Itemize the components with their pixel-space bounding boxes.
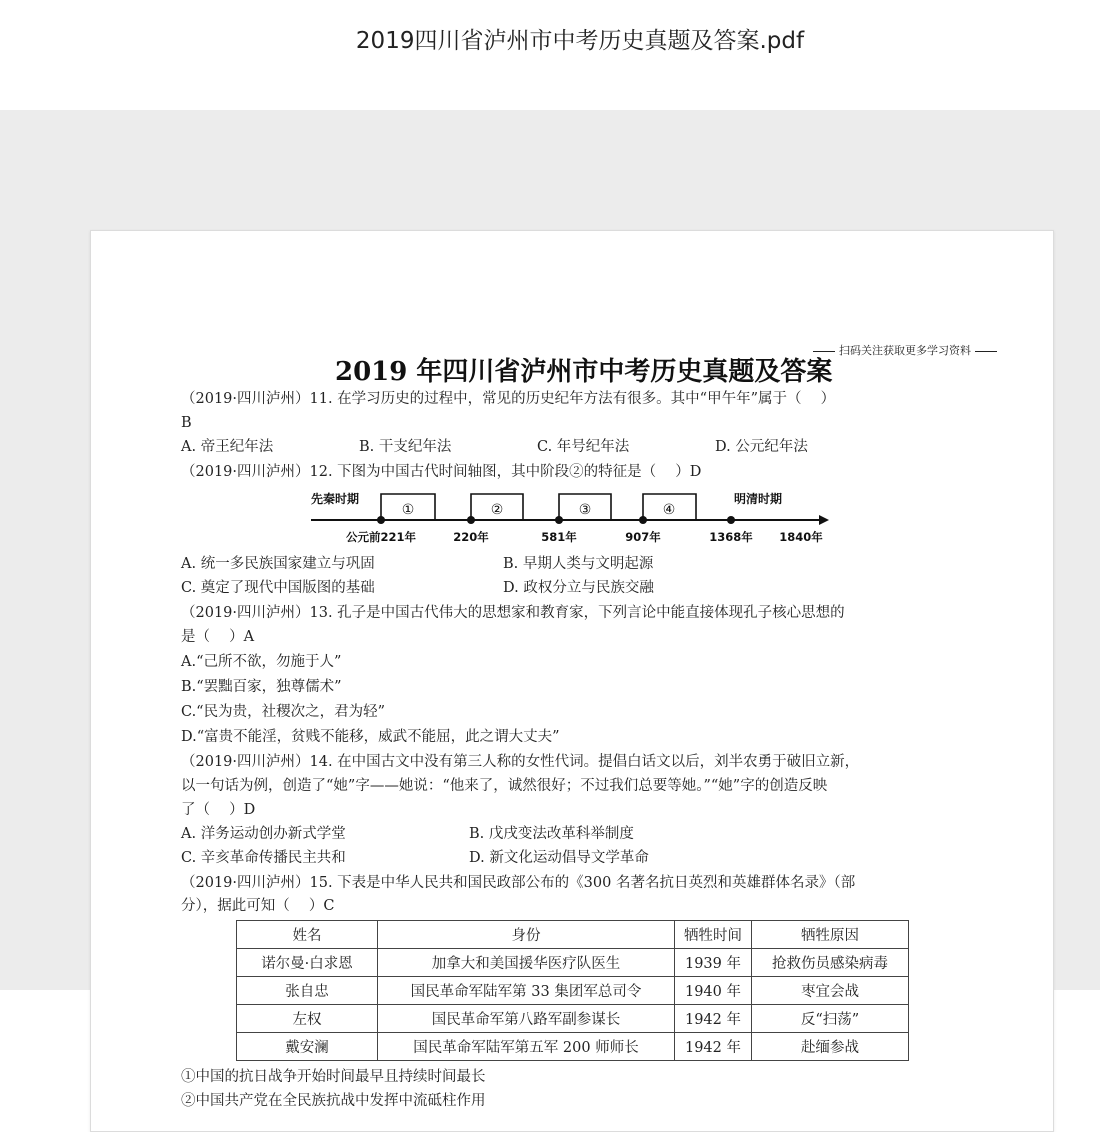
q12-option-c: C. 奠定了现代中国版图的基础 [181,580,375,596]
qr-note [809,342,1001,358]
table-row [237,977,909,1005]
stage-label-1: ① [401,502,415,518]
q13-stem: （2019·四川泸州）13. 孔子是中国古代伟大的思想家和教育家，下列言论中能直接体现孔子核心思想的 [181,605,845,621]
timeline-left-label: 先秦时期 [311,492,360,506]
table-cell: 国民革命军陆军第五军 200 师师长 [378,1033,675,1061]
q12-option-b: B. 早期人类与文明起源 [503,556,654,572]
table-cell: 张自忠 [237,977,378,1005]
tick-dot-3 [555,516,563,524]
table-cell: 左权 [237,1005,378,1033]
q15-stem-2: 分），据此可知（ ）C [181,898,335,914]
table-cell: 加拿大和美国援华医疗队医生 [378,949,675,977]
table-row [237,1005,909,1033]
tick-label-2: 220年 [453,530,489,544]
q13-option-d: D.“富贵不能淫，贫贱不能移，威武不能屈，此之谓大丈夫” [181,729,560,745]
table-cell: 1942 年 [675,1033,752,1061]
q14-option-b: B. 戊戌变法改革科举制度 [469,826,634,842]
q14-option-a: A. 洋务运动创办新式学堂 [181,826,346,842]
table-cell: 国民革命军陆军第 33 集团军总司令 [378,977,675,1005]
table-header: 姓名 [237,921,378,949]
tick-dot-4 [639,516,647,524]
stage-label-2: ② [490,502,504,518]
table-cell: 国民革命军第八路军副参谋长 [378,1005,675,1033]
tick-label-6: 1840年 [779,530,823,544]
document-title: 2019四川省泸州市中考历史真题及答案.pdf [355,28,805,54]
table-cell: 反“扫荡” [752,1005,909,1033]
q11-option-c: C. 年号纪年法 [537,439,630,455]
q14-option-c: C. 辛亥革命传播民主共和 [181,850,346,866]
timeline-figure [311,485,831,545]
tick-label-3: 581年 [541,530,577,544]
q11-option-d: D. 公元纪年法 [715,439,808,455]
q13-option-a: A.“己所不欲，勿施于人” [181,654,342,670]
q14-option-d: D. 新文化运动倡导文学革命 [469,850,649,866]
q12-option-d: D. 政权分立与民族交融 [503,580,654,596]
rule-right [975,351,997,352]
timeline-arrow-icon [819,515,829,525]
table-row [237,1033,909,1061]
q13-option-c: C.“民为贵，社稷次之，君为轻” [181,704,386,720]
q15-stem-1: （2019·四川泸州）15. 下表是中华人民共和国民政部公布的《300 名著名抗日英烈和英雄群体名录》（部 [181,875,856,891]
pdf-page [90,230,1054,1132]
q12-option-a: A. 统一多民族国家建立与巩固 [181,556,375,572]
table-header: 牺牲原因 [752,921,909,949]
table-header-row [237,921,909,949]
martyrs-table [236,920,909,1061]
q12-stem: （2019·四川泸州）12. 下图为中国古代时间轴图，其中阶段②的特征是（ ）D [181,464,702,480]
q14-stem-1: （2019·四川泸州）14. 在中国古文中没有第三人称的女性代词。提倡白话文以后，刘半农勇于破旧立新， [181,754,860,770]
q11-option-b: B. 干支纪年法 [359,439,452,455]
stage-label-4: ④ [662,502,676,518]
table-cell: 抢救伤员感染病毒 [752,949,909,977]
table-cell: 枣宜会战 [752,977,909,1005]
table-header: 牺牲时间 [675,921,752,949]
table-row [237,949,909,977]
table-cell: 1942 年 [675,1005,752,1033]
tick-dot-5 [727,516,735,524]
q13-option-b: B.“罢黜百家，独尊儒术” [181,679,342,695]
tick-label-5: 1368年 [709,530,753,544]
q14-answer: 了（ ）D [181,802,256,818]
table-cell: 1939 年 [675,949,752,977]
qr-note-text: 扫码关注获取更多学习资料 [839,344,971,357]
table-header: 身份 [378,921,675,949]
q11-option-a: A. 帝王纪年法 [181,439,274,455]
exam-heading: 2019 年四川省泸州市中考历史真题及答案 [335,357,833,387]
pdf-viewer-area[interactable] [0,110,1100,1109]
q13-answer: 是（ ）A [181,629,255,645]
q15-statement-2: ②中国共产党在全民族抗战中发挥中流砥柱作用 [181,1093,486,1109]
tick-dot-1 [377,516,385,524]
table-cell: 1940 年 [675,977,752,1005]
tick-label-4: 907年 [625,530,661,544]
q14-stem-2: 以一句话为例，创造了“她”字——她说：“他来了，诚然很好；不过我们总要等她。”“她”字的创造反映 [181,778,828,794]
q15-statement-1: ①中国的抗日战争开始时间最早且持续时间最长 [181,1069,486,1085]
q11-stem: （2019·四川泸州）11. 在学习历史的过程中，常见的历史纪年方法有很多。其中“甲午年”属于（ ） [181,391,836,407]
table-cell: 诺尔曼·白求恩 [237,949,378,977]
stage-label-3: ③ [578,502,592,518]
tick-dot-2 [467,516,475,524]
viewer-header [0,0,1100,110]
table-cell: 赴缅参战 [752,1033,909,1061]
q11-answer: B [181,415,192,431]
tick-label-1: 公元前221年 [345,530,417,544]
timeline-right-label: 明清时期 [734,492,783,506]
table-cell: 戴安澜 [237,1033,378,1061]
